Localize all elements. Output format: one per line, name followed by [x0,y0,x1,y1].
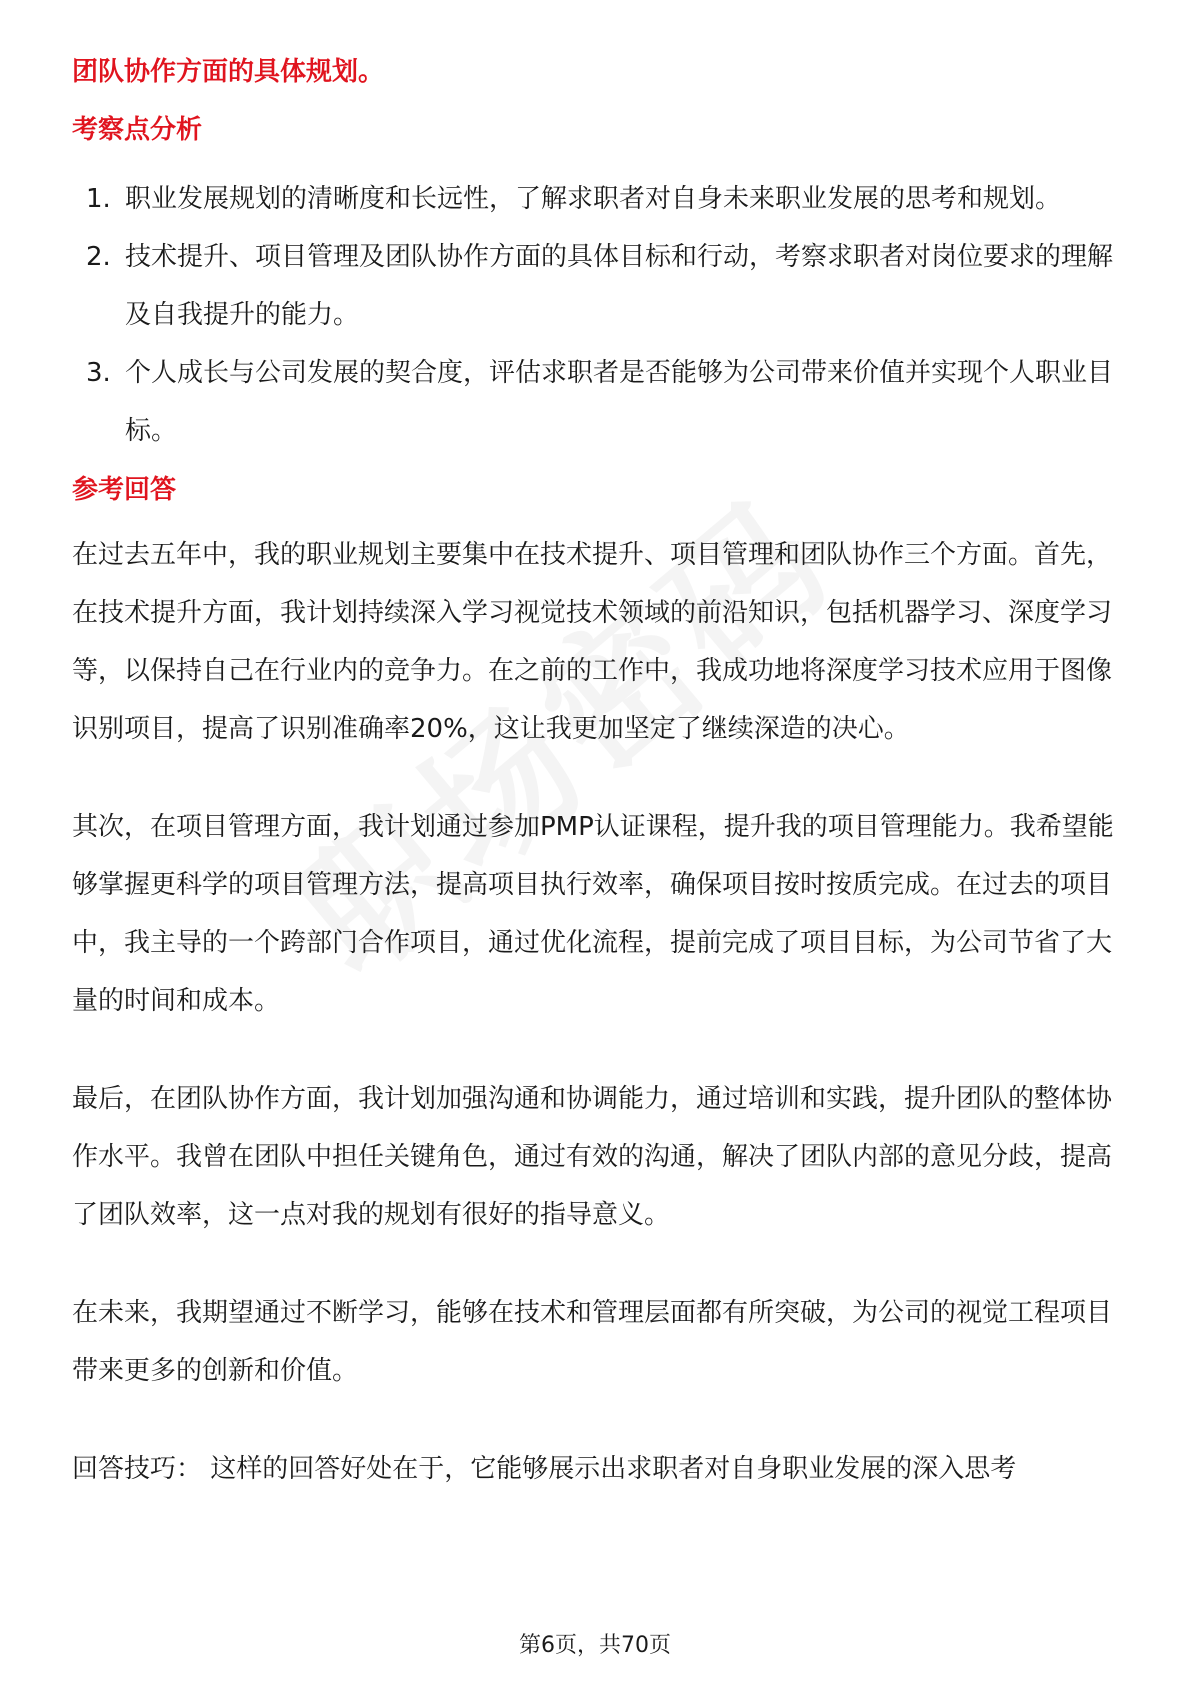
list-item [72,170,1122,228]
list-item-text: 职业发展规划的清晰度和长远性，了解求职者对自身未来职业发展的思考和规划。 [125,184,1062,214]
list-item-text: 技术提升、项目管理及团队协作方面的具体目标和行动，考察求职者对岗位要求的理解及自我提升的能力。 [125,242,1114,330]
list-number: 3. [86,358,111,388]
answer-tips-paragraph: 回答技巧： 这样的回答好处在于，它能够展示出求职者对自身职业发展的深入思考 [72,1454,1017,1484]
analysis-list [72,170,1122,460]
section-heading-answer: 参考回答 [72,475,177,505]
answer-paragraph: 在未来，我期望通过不断学习，能够在技术和管理层面都有所突破，为公司的视觉工程项目带来更多的创新和价值。 [72,1298,1113,1386]
list-number: 1. [86,184,111,214]
list-item [72,228,1122,344]
answer-paragraph: 最后，在团队协作方面，我计划加强沟通和协调能力，通过培训和实践，提升团队的整体协作水平。我曾在团队中担任关键角色，通过有效的沟通，解决了团队内部的意见分歧，提高了团队效率，这一点对我的规划有很好的指导意义。 [72,1084,1113,1230]
answer-paragraph: 其次，在项目管理方面，我计划通过参加PMP认证课程，提升我的项目管理能力。我希望能够掌握更科学的项目管理方法，提高项目执行效率，确保项目按时按质完成。在过去的项目中，我主导的一个跨部门合作项目，通过优化流程，提前完成了项目目标，为公司节省了大量的时间和成本。 [72,812,1114,1016]
document-title: 团队协作方面的具体规划。 [72,57,385,87]
list-item [72,344,1122,460]
section-heading-analysis: 考察点分析 [72,115,203,145]
page-number-footer: 第6页，共70页 [519,1633,671,1658]
list-item-text: 个人成长与公司发展的契合度，评估求职者是否能够为公司带来价值并实现个人职业目标。 [125,358,1114,446]
answer-paragraph: 在过去五年中，我的职业规划主要集中在技术提升、项目管理和团队协作三个方面。首先，在技术提升方面，我计划持续深入学习视觉技术领域的前沿知识，包括机器学习、深度学习等，以保持自己在行业内的竞争力。在之前的工作中，我成功地将深度学习技术应用于图像识别项目，提高了识别准确率20%，这让我更加坚定了继续深造的决心。 [72,540,1113,744]
document-page [72,44,1122,1498]
list-number: 2. [86,242,111,272]
